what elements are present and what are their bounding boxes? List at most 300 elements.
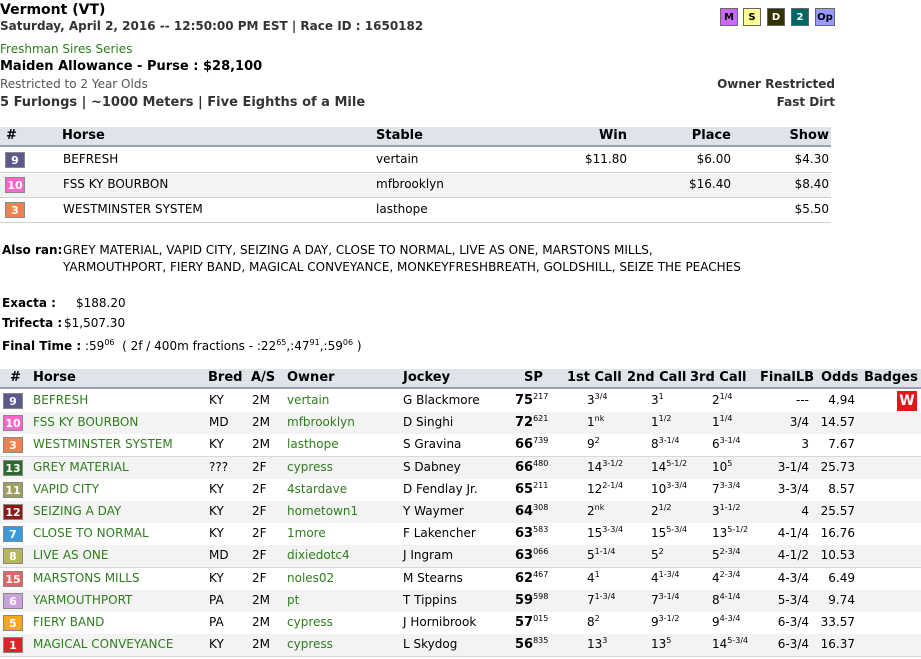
- call-place: 8: [651, 437, 659, 452]
- call-position: [651, 571, 680, 585]
- call-margin: 1-1/2: [719, 503, 741, 512]
- post-position-badge: 8: [3, 548, 23, 564]
- odds: 14.57: [820, 415, 855, 430]
- call-margin: 3: [602, 636, 608, 646]
- call-margin: 3-1/4: [658, 591, 680, 601]
- speed-figure: [515, 437, 548, 452]
- call-place: 7: [651, 592, 659, 607]
- horse-name-link[interactable]: MARSTONS MILLS: [33, 570, 140, 585]
- owner-link[interactable]: pt: [287, 592, 300, 607]
- bred: KY: [209, 504, 224, 518]
- call-margin: 1: [594, 569, 600, 579]
- owner-link[interactable]: vertain: [287, 393, 330, 407]
- call-margin: 1-3/4: [658, 569, 680, 579]
- final-lengths-behind: 6-3/4: [777, 637, 809, 652]
- speed-sup: 480: [533, 458, 549, 468]
- result-row: [0, 590, 921, 613]
- payout-header-win: Win: [598, 128, 627, 143]
- call-margin: 1/4: [719, 414, 733, 424]
- race-badge: Op: [815, 8, 835, 26]
- age-sex: 2F: [252, 504, 267, 518]
- speed-sup: 308: [533, 503, 549, 512]
- call-position: [712, 593, 741, 607]
- jockey: T Tippins: [403, 592, 457, 607]
- speed-figure: [515, 393, 548, 408]
- call-place: 3: [587, 393, 595, 407]
- call-margin: 1-3/4: [594, 591, 616, 601]
- payout-place: $16.40: [689, 177, 731, 191]
- call-margin: 1: [658, 392, 664, 401]
- final-time-sup: 06: [104, 338, 115, 347]
- age-sex: 2F: [252, 459, 267, 474]
- call-place: 14: [587, 459, 603, 474]
- post-position-badge: 9: [3, 393, 23, 409]
- trifecta-value: $1,507.30: [64, 316, 126, 330]
- payout-place: $6.00: [696, 152, 731, 166]
- result-row: [0, 545, 921, 568]
- result-row: [0, 612, 921, 635]
- bred: PA: [209, 615, 224, 629]
- call-margin: 2: [658, 547, 664, 557]
- horse-name-link[interactable]: GREY MATERIAL: [33, 459, 129, 474]
- speed-value: 72: [515, 415, 534, 431]
- call-margin: 3-3/4: [602, 525, 624, 535]
- final-time: [2, 339, 362, 353]
- owner-link[interactable]: noles02: [287, 570, 335, 585]
- odds: 4.94: [828, 393, 855, 407]
- speed-sup: 015: [533, 614, 549, 623]
- call-margin: 5: [727, 458, 733, 468]
- payout-stable: lasthope: [376, 202, 428, 216]
- call-place: 13: [587, 637, 603, 652]
- race-distance: 5 Furlongs | ~1000 Meters | Five Eighths of a Mile: [0, 95, 366, 110]
- age-sex: 2F: [252, 481, 267, 496]
- odds: 8.57: [828, 481, 855, 496]
- payout-horse-name: BEFRESH: [63, 152, 119, 166]
- call-position: [587, 548, 616, 562]
- call-margin: nk: [594, 414, 605, 424]
- jockey: M Stearns: [403, 570, 463, 585]
- call-position: [712, 615, 741, 629]
- speed-figure: [515, 571, 548, 586]
- call-place: 9: [712, 615, 720, 629]
- call-position: [651, 460, 687, 474]
- call-margin: 4-3/4: [719, 614, 741, 623]
- horse-name-link[interactable]: LIVE AS ONE: [33, 548, 109, 563]
- horse-name-link[interactable]: BEFRESH: [33, 393, 89, 407]
- horse-name-link[interactable]: CLOSE TO NORMAL: [33, 526, 149, 541]
- jockey: J Hornibrook: [403, 615, 477, 629]
- speed-sup: 211: [533, 480, 549, 490]
- call-margin: 3-3/4: [719, 480, 741, 490]
- results-header-owner: Owner: [287, 370, 335, 385]
- fractions-suffix: ): [356, 339, 362, 353]
- age-sex: 2M: [252, 615, 270, 629]
- final-lengths-behind: 4-3/4: [777, 570, 809, 585]
- call-margin: 5-1/2: [727, 525, 749, 535]
- final-time-label: Final Time :: [2, 339, 82, 353]
- call-place: 2: [587, 504, 595, 518]
- age-sex: 2F: [252, 548, 267, 563]
- call-position: [651, 482, 687, 496]
- call-place: 7: [587, 592, 595, 607]
- post-position-badge: 10: [5, 177, 25, 193]
- call-place: 4: [587, 570, 595, 585]
- speed-value: 66: [515, 459, 534, 475]
- trifecta-label: Trifecta :: [2, 316, 63, 330]
- owner-link[interactable]: cypress: [287, 459, 333, 474]
- also-ran-line-1: GREY MATERIAL, VAPID CITY, SEIZING A DAY, CLOSE TO NORMAL, LIVE AS ONE, MARSTONS MILLS,: [63, 243, 653, 257]
- speed-figure: [515, 615, 548, 630]
- call-margin: nk: [594, 503, 605, 512]
- odds: 16.76: [820, 526, 855, 541]
- call-place: 1: [651, 415, 659, 430]
- call-place: 6: [712, 437, 720, 452]
- bred: KY: [209, 393, 224, 407]
- bred: KY: [209, 481, 224, 496]
- payout-row: [0, 149, 831, 173]
- call-margin: 5-3/4: [666, 525, 688, 535]
- race-date-line: Saturday, April 2, 2016 -- 12:50:00 PM EST | Race ID : 1650182: [0, 19, 424, 33]
- owner-link[interactable]: cypress: [287, 615, 333, 629]
- results-header-num: #: [10, 370, 21, 385]
- speed-sup: 066: [533, 547, 549, 557]
- call-place: 4: [651, 570, 659, 585]
- call-position: [712, 548, 741, 562]
- owner-restricted: Owner Restricted: [717, 77, 835, 91]
- bred: KY: [209, 637, 224, 652]
- call-place: 8: [712, 592, 720, 607]
- payout-row: [0, 174, 831, 198]
- jockey: S Gravina: [403, 437, 462, 452]
- call-margin: 2-1/4: [602, 480, 624, 490]
- horse-name-link[interactable]: SEIZING A DAY: [33, 504, 122, 518]
- bred: MD: [209, 415, 229, 430]
- call-position: [587, 393, 608, 407]
- speed-value: 75: [515, 393, 534, 408]
- horse-name-link[interactable]: YARMOUTHPORT: [33, 592, 133, 607]
- speed-figure: [515, 460, 548, 475]
- results-header-call3: 3rd Call: [690, 370, 747, 385]
- bred: ???: [209, 459, 229, 474]
- owner-link[interactable]: dixiedotc4: [287, 548, 350, 563]
- age-sex: 2F: [252, 570, 267, 585]
- age-sex: 2M: [252, 637, 270, 652]
- speed-sup: 583: [533, 525, 549, 535]
- call-place: 1: [587, 415, 595, 430]
- payout-header-stable: Stable: [376, 128, 423, 143]
- speed-value: 63: [515, 548, 534, 564]
- result-row: [0, 457, 921, 480]
- call-place: 5: [587, 548, 595, 563]
- call-position: [651, 593, 680, 607]
- speed-figure: [515, 482, 548, 497]
- payout-row: [0, 199, 831, 223]
- call-place: 1: [712, 415, 720, 430]
- odds: 10.53: [820, 548, 855, 563]
- call-place: 9: [587, 437, 595, 452]
- owner-link[interactable]: mfbrooklyn: [287, 415, 355, 430]
- payout-header-horse: Horse: [62, 128, 105, 143]
- post-position-badge: 15: [3, 571, 23, 587]
- jockey: F Lakencher: [403, 526, 476, 541]
- payout-stable: mfbrooklyn: [376, 177, 444, 191]
- call-position: [587, 437, 600, 451]
- call-margin: 3-1/4: [719, 436, 741, 446]
- horse-name-link[interactable]: FIERY BAND: [33, 615, 105, 629]
- call-position: [712, 460, 732, 474]
- result-row: [0, 412, 921, 435]
- final-lengths-behind: 3/4: [789, 415, 809, 430]
- age-sex: 2M: [252, 592, 270, 607]
- call-margin: 2: [594, 614, 600, 623]
- result-row: [0, 434, 921, 457]
- speed-sup: 739: [533, 436, 549, 446]
- payout-header: [0, 127, 831, 147]
- jockey: D Singhi: [403, 415, 454, 430]
- bred: KY: [209, 570, 224, 585]
- call-margin: 2: [594, 436, 600, 446]
- post-position-badge: 1: [3, 637, 23, 653]
- call-margin: 1/2: [658, 503, 672, 512]
- call-place: 14: [712, 637, 728, 652]
- payout-header-place: Place: [691, 128, 731, 143]
- payout-show: $5.50: [794, 202, 829, 216]
- call-position: [712, 571, 741, 585]
- call-position: [712, 637, 748, 651]
- result-row: [0, 523, 921, 546]
- bred: KY: [209, 526, 224, 541]
- call-position: [587, 593, 616, 607]
- post-position-badge: 10: [3, 415, 23, 431]
- horse-name-link[interactable]: WESTMINSTER SYSTEM: [33, 437, 173, 452]
- payout-header-show: Show: [789, 128, 829, 143]
- odds: 6.49: [828, 570, 855, 585]
- age-sex: 2M: [252, 437, 270, 452]
- results-header-bred: Bred: [208, 370, 243, 385]
- jockey: J Ingram: [403, 548, 454, 563]
- call-margin: 1/4: [719, 392, 733, 401]
- call-position: [587, 415, 604, 429]
- speed-figure: [515, 637, 548, 652]
- result-row: [0, 634, 921, 657]
- speed-value: 65: [515, 481, 534, 497]
- odds: 16.37: [820, 637, 855, 652]
- call-place: 2: [651, 504, 659, 518]
- call-margin: 3-1/2: [658, 614, 680, 623]
- fraction-3: ,:59: [319, 339, 343, 353]
- call-place: 7: [712, 481, 720, 496]
- call-place: 5: [651, 548, 659, 563]
- speed-sup: 598: [533, 591, 549, 601]
- final-lengths-behind: 4: [801, 504, 809, 518]
- results-header-finallb: FinalLB: [760, 370, 815, 385]
- fraction-1-sup: 65: [276, 338, 287, 347]
- fraction-2-sup: 91: [309, 338, 320, 347]
- call-margin: 1/2: [658, 414, 672, 424]
- call-position: [587, 526, 623, 540]
- post-position-badge: 7: [3, 526, 23, 542]
- jockey: L Skydog: [403, 637, 458, 652]
- fraction-2: ,:47: [286, 339, 310, 353]
- speed-sup: 621: [533, 414, 549, 424]
- speed-value: 63: [515, 526, 534, 542]
- call-place: 9: [651, 615, 659, 629]
- speed-figure: [515, 593, 548, 608]
- jockey: Y Waymer: [403, 504, 464, 518]
- payout-header-num: #: [6, 128, 17, 143]
- final-lengths-behind: 4-1/4: [777, 526, 809, 541]
- call-position: [651, 637, 671, 651]
- results-header: [0, 369, 921, 389]
- owner-link[interactable]: hometown1: [287, 504, 359, 518]
- call-margin: 3-1/4: [658, 436, 680, 446]
- horse-name-link[interactable]: MAGICAL CONVEYANCE: [33, 637, 174, 652]
- speed-value: 64: [515, 504, 534, 519]
- horse-name-link[interactable]: FSS KY BOURBON: [33, 415, 139, 430]
- age-sex: 2M: [252, 393, 270, 407]
- restriction: Restricted to 2 Year Olds: [0, 77, 148, 91]
- call-position: [587, 504, 604, 518]
- final-lengths-behind: 3: [801, 437, 809, 452]
- results-header-call2: 2nd Call: [627, 370, 687, 385]
- post-position-badge: 6: [3, 593, 23, 609]
- post-position-badge: 5: [3, 615, 23, 631]
- call-margin: 3-3/4: [666, 480, 688, 490]
- results-header-odds: Odds: [821, 370, 859, 385]
- call-margin: 2-3/4: [719, 569, 741, 579]
- results-header-jockey: Jockey: [403, 370, 451, 385]
- call-position: [712, 504, 741, 518]
- call-place: 14: [651, 459, 667, 474]
- owner-link[interactable]: lasthope: [287, 437, 339, 452]
- odds: 9.74: [828, 592, 855, 607]
- also-ran-line-2: YARMOUTHPORT, FIERY BAND, MAGICAL CONVEYANCE, MONKEYFRESHBREATH, GOLDSHILL, SEIZE THE PEACHES: [63, 260, 741, 274]
- bred: KY: [209, 437, 224, 452]
- call-place: 13: [651, 637, 667, 652]
- results-header-badges: Badges: [864, 370, 918, 385]
- call-position: [651, 437, 680, 451]
- post-position-badge: 12: [3, 504, 23, 520]
- owner-link[interactable]: 4stardave: [287, 481, 348, 496]
- race-badge: S: [743, 8, 761, 26]
- call-margin: 5: [666, 636, 672, 646]
- call-place: 10: [712, 459, 728, 474]
- result-row: [0, 479, 921, 502]
- call-place: 8: [587, 615, 595, 629]
- call-position: [712, 415, 733, 429]
- speed-figure: [515, 526, 548, 541]
- speed-sup: 217: [533, 392, 549, 401]
- payout-stable: vertain: [376, 152, 419, 166]
- call-position: [651, 504, 672, 518]
- race-badge: 2: [791, 8, 809, 26]
- final-lengths-behind: 6-3/4: [777, 615, 809, 629]
- owner-link[interactable]: 1more: [287, 526, 326, 541]
- results-header-sp: SP: [524, 370, 543, 385]
- payout-show: $4.30: [794, 152, 829, 166]
- result-row: [0, 568, 921, 591]
- speed-sup: 835: [533, 636, 549, 646]
- payout-horse-name: WESTMINSTER SYSTEM: [63, 202, 203, 216]
- call-place: 13: [712, 526, 728, 541]
- horse-name-link[interactable]: VAPID CITY: [33, 481, 100, 496]
- speed-value: 66: [515, 437, 534, 453]
- call-margin: 3-1/2: [602, 458, 624, 468]
- post-position-badge: 3: [5, 202, 25, 218]
- exacta-value: $188.20: [76, 296, 126, 310]
- series-name: Freshman Sires Series: [0, 42, 133, 56]
- call-position: [587, 460, 623, 474]
- call-margin: 1-1/4: [594, 547, 616, 557]
- jockey: G Blackmore: [403, 393, 480, 407]
- speed-value: 56: [515, 637, 534, 653]
- odds: 33.57: [820, 615, 855, 629]
- call-position: [587, 637, 607, 651]
- results-header-call1: 1st Call: [567, 370, 622, 385]
- call-place: 4: [712, 570, 720, 585]
- call-position: [712, 482, 741, 496]
- track-name: Vermont (VT): [0, 2, 106, 18]
- results-header-horse: Horse: [33, 370, 76, 385]
- odds: 7.67: [828, 437, 855, 452]
- call-position: [712, 437, 741, 451]
- final-lengths-behind: ---: [796, 393, 809, 407]
- call-place: 5: [712, 548, 720, 563]
- call-position: [651, 526, 687, 540]
- call-position: [651, 415, 672, 429]
- bred: MD: [209, 548, 229, 563]
- post-position-badge: 9: [5, 152, 25, 168]
- also-ran-label: Also ran:: [2, 243, 63, 257]
- call-position: [651, 393, 664, 407]
- exacta-label: Exacta :: [2, 296, 56, 310]
- call-place: 2: [712, 393, 720, 407]
- speed-value: 62: [515, 570, 534, 586]
- result-row: [0, 501, 921, 524]
- payout-show: $8.40: [794, 177, 829, 191]
- speed-value: 59: [515, 592, 534, 608]
- call-position: [651, 615, 680, 629]
- call-margin: 2-3/4: [719, 547, 741, 557]
- race-type: Maiden Allowance - Purse : $28,100: [0, 59, 263, 74]
- call-position: [587, 482, 623, 496]
- surface: Fast Dirt: [776, 95, 835, 109]
- winner-badge: W: [897, 391, 917, 411]
- call-place: 15: [587, 526, 603, 541]
- call-position: [651, 548, 664, 562]
- results-header-as: A/S: [251, 370, 276, 385]
- payout-win: $11.80: [585, 152, 627, 166]
- speed-figure: [515, 415, 548, 430]
- owner-link[interactable]: cypress: [287, 637, 333, 652]
- fraction-3-sup: 06: [342, 338, 354, 347]
- age-sex: 2F: [252, 526, 267, 541]
- jockey: S Dabney: [403, 459, 461, 474]
- jockey: D Fendlay Jr.: [403, 481, 478, 496]
- final-lengths-behind: 4-1/2: [777, 548, 809, 563]
- race-badge: M: [720, 8, 738, 26]
- post-position-badge: 13: [3, 460, 23, 476]
- final-time-value: :59: [85, 339, 105, 353]
- bred: PA: [209, 592, 224, 607]
- call-position: [712, 526, 748, 540]
- call-position: [712, 393, 733, 407]
- odds: 25.73: [820, 459, 855, 474]
- post-position-badge: 3: [3, 437, 23, 453]
- call-position: [587, 571, 600, 585]
- fractions-prefix: ( 2f / 400m fractions - :22: [122, 339, 277, 353]
